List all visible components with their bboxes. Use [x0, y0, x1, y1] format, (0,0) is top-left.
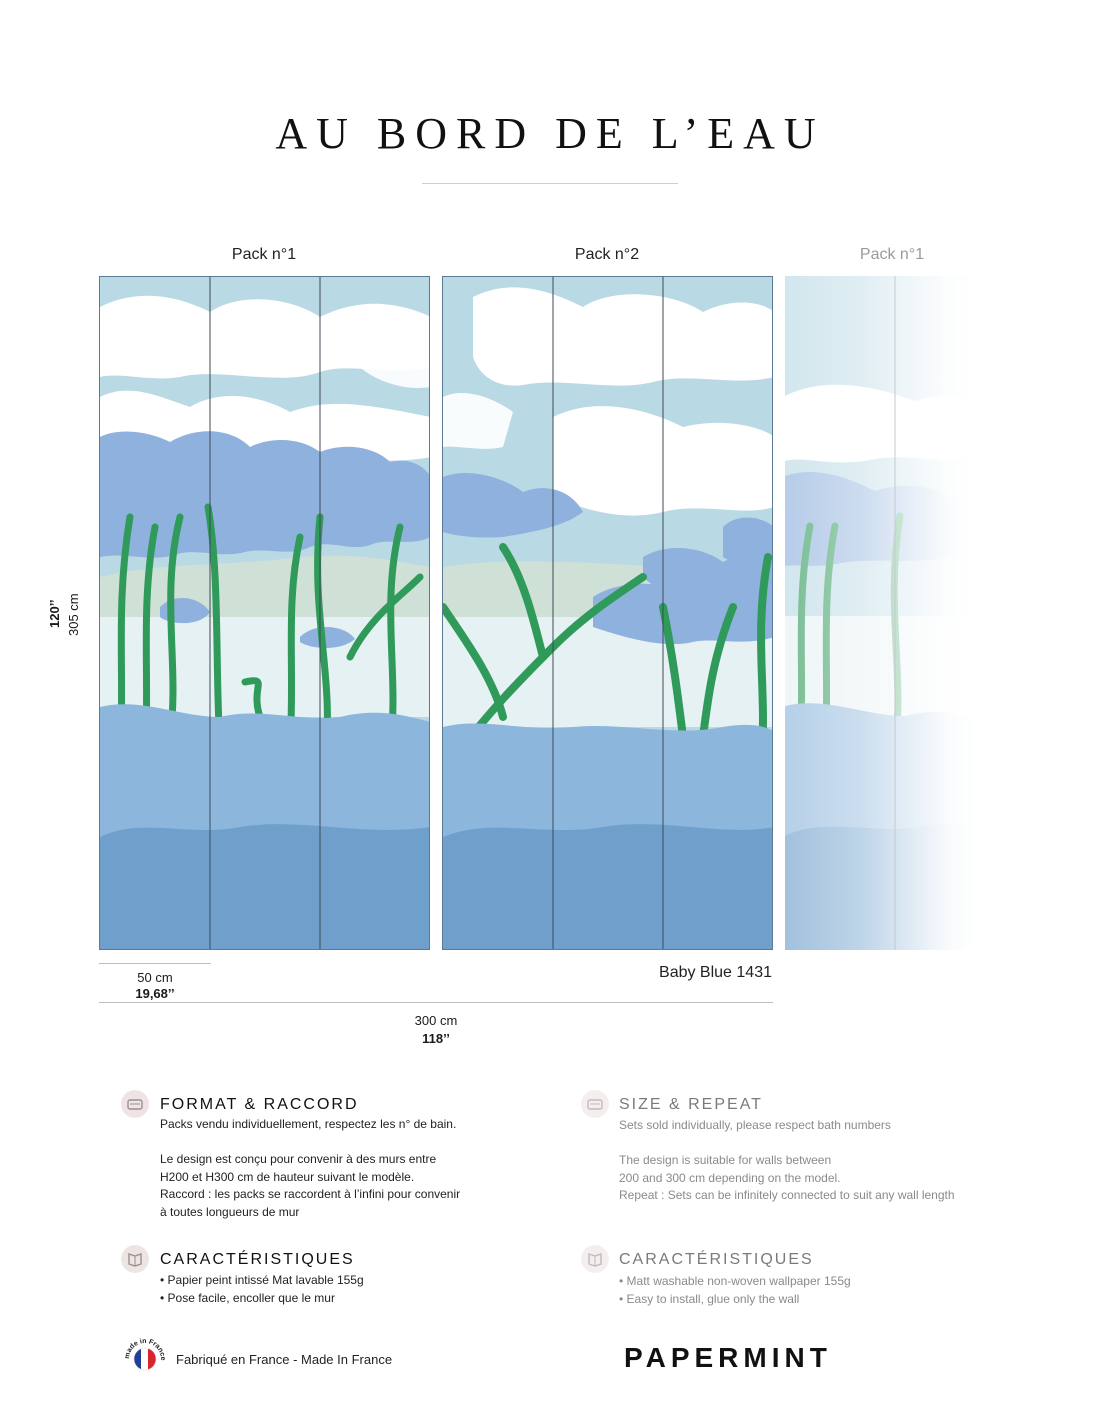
- roll-icon: [121, 1090, 149, 1118]
- format-en-block: [619, 1096, 1039, 1205]
- book-icon: [581, 1245, 609, 1273]
- wallpaper-panel-3-faded: [785, 276, 975, 950]
- total-width-cm: 300 cm: [414, 1013, 458, 1028]
- page-title: AU BORD DE L’EAU: [275, 109, 825, 158]
- made-in-france-badge: [122, 1336, 168, 1382]
- svg-text:made in France: made in France: [123, 1337, 167, 1361]
- strip-width-cm: 50 cm: [137, 970, 173, 985]
- format-fr-text: Packs vendu individuellement, respectez les n° de bain. Le design est conçu pour convenir à des murs entre H200 et H300 cm de hauteur suivant le modèle. Raccord : les packs se raccordent à l’infini pour convenir à toutes longueurs de mur: [160, 1117, 461, 1219]
- strip-width-rule: [99, 963, 211, 964]
- made-in-france-text: Fabriqué en France - Made In France: [176, 1352, 393, 1367]
- pack-label-2: Pack n°2: [574, 246, 640, 263]
- pack-label-3: Pack n°1: [859, 246, 925, 263]
- format-en-title: SIZE & REPEAT: [619, 1096, 763, 1113]
- format-fr-title: FORMAT & RACCORD: [160, 1096, 359, 1113]
- title-divider: [422, 183, 678, 184]
- book-icon: [121, 1245, 149, 1273]
- roll-icon: [581, 1090, 609, 1118]
- wallpaper-panel-2: [442, 276, 773, 950]
- specs-fr-text: • Papier peint intissé Mat lavable 155g • Pose facile, encoller que le mur: [160, 1273, 364, 1305]
- format-en-text: Sets sold individually, please respect bath numbers The design is suitable for walls between 200 and 300 cm depending on the model. Repeat : Sets can be infinitely connected to suit any wall length: [619, 1118, 955, 1202]
- specs-en-text: • Matt washable non-woven wallpaper 155g • Easy to install, glue only the wall: [619, 1274, 851, 1306]
- total-width-rule: [99, 1002, 773, 1003]
- specs-en-title: CARACTÉRISTIQUES: [619, 1251, 814, 1268]
- landscape-illustration-1: [100, 277, 430, 950]
- height-inches: 120’’: [47, 599, 62, 628]
- pack-label-1: Pack n°1: [231, 246, 297, 263]
- brand-logo: PAPERMINT: [624, 1342, 832, 1373]
- color-name: Baby Blue 1431: [659, 964, 772, 981]
- landscape-illustration-2: [443, 277, 773, 950]
- strip-width-inches: 19,68’’: [135, 986, 175, 1001]
- fade-overlay: [785, 276, 975, 950]
- total-width-inches: 118’’: [422, 1031, 450, 1046]
- height-cm: 305 cm: [66, 593, 81, 636]
- wallpaper-panel-1: [99, 276, 430, 950]
- specs-fr-title: CARACTÉRISTIQUES: [160, 1251, 355, 1268]
- specs-en-block: [619, 1251, 1039, 1308]
